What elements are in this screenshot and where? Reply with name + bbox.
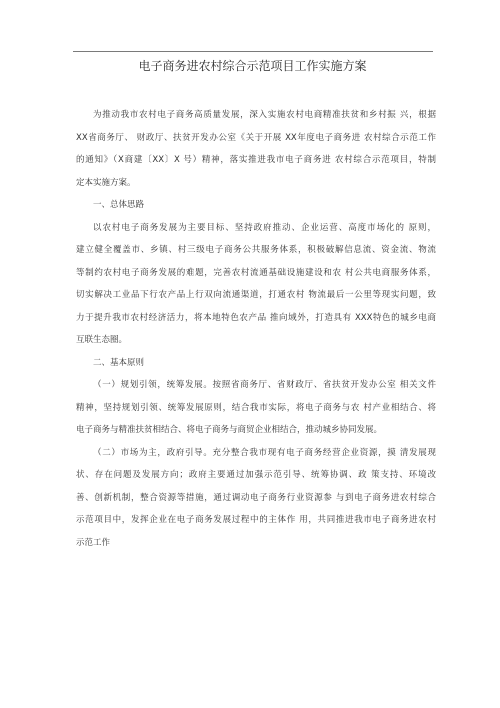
overall-paragraph xyxy=(76,217,436,352)
text-line: 力于提升我市农村经济活力，将本地特色农产品 推向域外，打造具有 XXX特色的城乡电商 xyxy=(76,312,436,323)
principle-item-1 xyxy=(76,374,436,442)
text-line: 等制约农村电子商务发展的难题，完善农村流通基础设施建设和农 村公共电商服务体系， xyxy=(76,267,436,278)
text-line: 示范项目中，发挥企业在电子商务发展过程中的主体作 用，共同推进我市电子商务进农村 xyxy=(76,515,436,525)
intro-paragraph xyxy=(76,104,436,194)
text-line: 示范工作 xyxy=(76,537,111,548)
text-line: 切实解决工业品下行农产品上行双向流通渠道，打通农村 物流最后一公里等现实问题，致 xyxy=(76,290,436,300)
text-line: 建立健全覆盖市、乡镇、村三级电子商务公共服务体系，积极破解信息流、资金流、物流 xyxy=(76,245,436,255)
text-line: XX省商务厅、 财政厅、扶贫开发办公室《关于开展 XX年度电子商务进 农村综合示范工作 xyxy=(76,132,436,143)
text-line: （二）市场为主，政府引导。充分整合我市现有电子商务经营企业资源，摸 清发展现 xyxy=(93,447,436,458)
section-heading-principles: 二、基本原则 xyxy=(93,357,145,368)
text-line: （一）规划引领，统筹发展。按照省商务厅、省财政厅、省扶贫开发办公室 相关文件 xyxy=(93,380,436,390)
section-heading-overall: 一、总体思路 xyxy=(93,200,145,210)
text-line: 精神，坚持规划引领、统筹发展原则，结合我市实际，将电子商务与农 村产业相结合、将 xyxy=(76,402,436,413)
text-line: 定本实施方案。 xyxy=(76,177,136,188)
text-line: 电子商务与精准扶贫相结合、将电子商务与商贸企业相结合，推动城乡协同发展。 xyxy=(76,425,383,435)
text-line: 互联生态圈。 xyxy=(76,335,128,345)
document-title: 电子商务进农村综合示范项目工作实施方案 xyxy=(138,59,367,73)
document-body xyxy=(76,104,436,554)
text-line: 的通知》（X商建〔XX〕X 号）精神，落实推进我市电子商务进 农村综合示范项目，特制 xyxy=(76,155,436,165)
header-rule xyxy=(73,51,433,52)
text-line: 以农村电子商务发展为主要目标、坚持政府推动、企业运营、高度市场化的 原则， xyxy=(93,222,436,233)
text-line: 善、创新机制，整合资源等措施，通过调动电子商务行业资源参 与到电子商务进农村综合 xyxy=(76,492,436,503)
text-line: 为推动我市农村电子商务高质量发展，深入实施农村电商精准扶贫和乡村振 兴，根据 xyxy=(93,110,436,120)
principle-item-2 xyxy=(76,442,436,555)
text-line: 状、存在问题及发展方向；政府主要通过加强示范引导、统筹协调、政 策支持、环境改 xyxy=(76,470,436,480)
